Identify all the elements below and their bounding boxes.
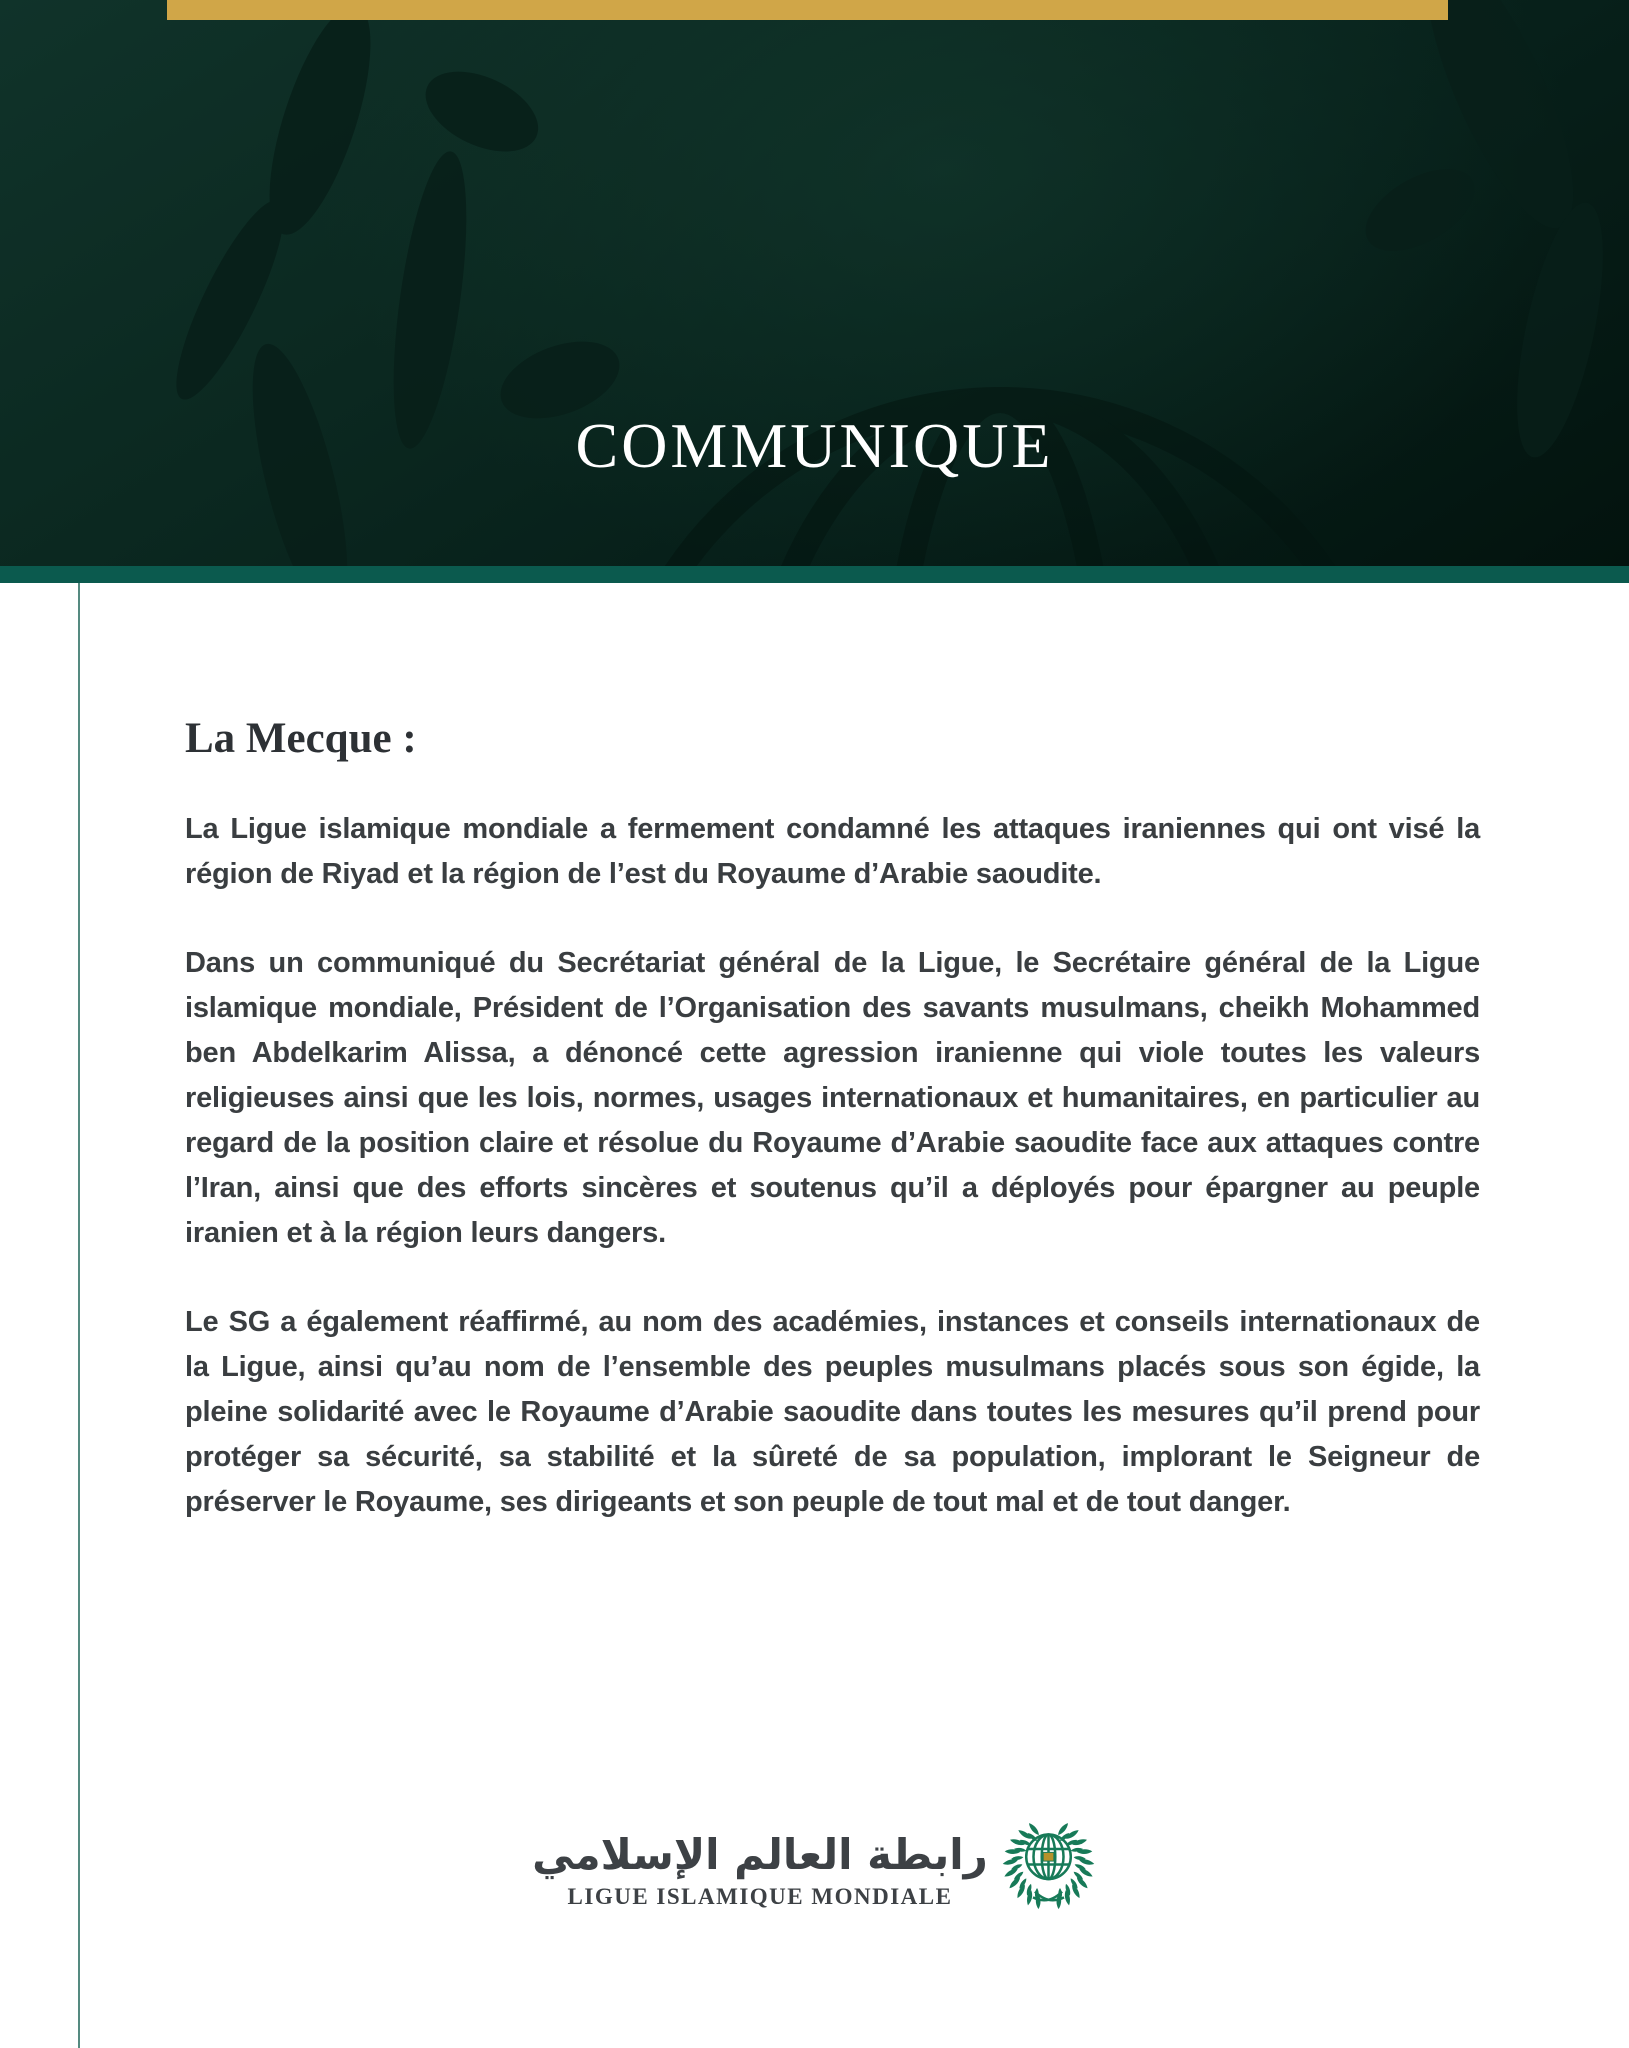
league-name: LIGUE ISLAMIQUE MONDIALE xyxy=(567,1884,953,1909)
paragraph-solidarity: Le SG a également réaffirmé, au nom des académies, instances et conseils internationaux de la Ligue, ainsi qu’au nom de l’ensemble des peuples musulmans placés sous son égide, la pleine solidarité avec le Royaume d’Arabie saoudite dans toutes les mesures qu’il prend pour protéger sa sécurité, sa stabilité et la sûreté de sa population, implorant le Seigneur de préserver le Royaume, ses dirigeants et son peuple de tout mal et de tout danger. xyxy=(185,1305,1480,1518)
kaaba-icon xyxy=(1043,1852,1054,1861)
mecca-heading: La Mecque : xyxy=(185,715,417,762)
document-body xyxy=(185,583,1480,1525)
gold-accent-bar xyxy=(167,0,1448,20)
arabic-calligraphy: رابطة العالم الإسلامي xyxy=(532,1829,988,1879)
league-logo xyxy=(0,1818,1629,1910)
league-emblem xyxy=(1000,1818,1097,1910)
olive-branch-globe-decor-icon xyxy=(0,0,1629,566)
communique-header xyxy=(0,0,1629,566)
league-logo-text xyxy=(532,1830,988,1910)
paragraph-statement: Dans un communiqué du Secrétariat général de la Ligue, le Secrétaire général de la Ligue islamique mondiale, Président de l’Organisation des savants musulmans, cheikh Mohammed ben Abdelkarim Alissa, a dénoncé cette agression iranienne qui viole toutes les valeurs religieuses ainsi que les lois, normes, usages internationaux et humanitaires, en particulier au regard de la position claire et résolue du Royaume d’Arabie saoudite face aux attaques contre l’Iran, ainsi que des efforts sincères et soutenus qu’il a déployés pour épargner au peuple iranien et à la région leurs dangers. xyxy=(185,946,1480,1249)
page-title: COMMUNIQUE xyxy=(575,410,1054,481)
paragraph-condemnation: La Ligue islamique mondiale a fermement condamné les attaques iraniennes qui ont visé la région de Riyad et la région de l’est du Royaume d’Arabie saoudite. xyxy=(185,812,1480,890)
teal-divider-band xyxy=(0,566,1629,583)
